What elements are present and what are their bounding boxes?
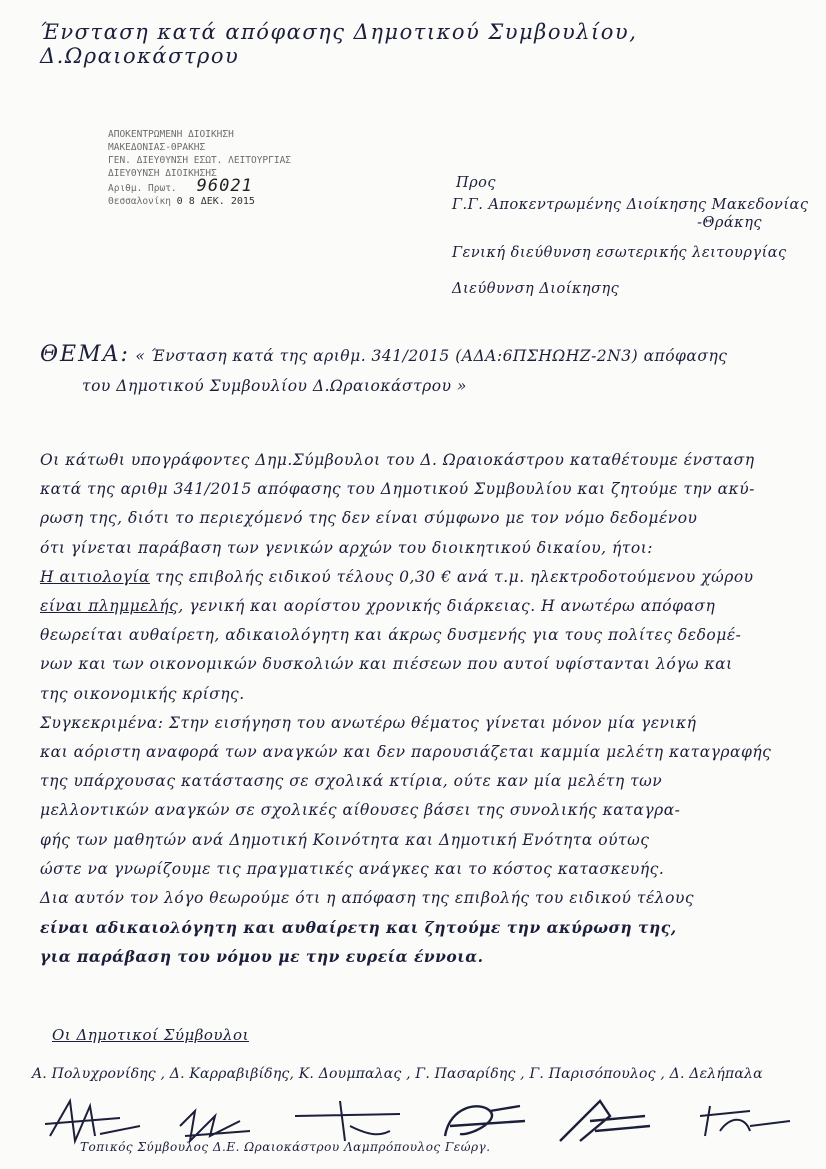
letter-body bbox=[40, 446, 812, 972]
stamp-date-row bbox=[108, 195, 308, 208]
subject-block bbox=[40, 340, 800, 401]
body-fragment: της επιβολής ειδικού τέλους 0,30 € ανά τ.μ. ηλεκτροδοτούμενου χώρου bbox=[149, 567, 754, 586]
underlined-phrase: Η αιτιολογία bbox=[40, 567, 150, 586]
body-line: νων και των οικονομικών δυσκολιών και πιέσεων που αυτοί υφίστανται λόγω και bbox=[40, 655, 733, 674]
body-line: κατά της αριθμ 341/2015 απόφασης του Δημοτικού Συμβουλίου και ζητούμε την ακύ- bbox=[40, 480, 755, 499]
stamp-protocol-row bbox=[108, 176, 308, 196]
body-line bbox=[40, 563, 812, 592]
body-line: και αόριστη αναφορά των αναγκών και δεν παρουσιάζεται καμμία μελέτη καταγραφής bbox=[40, 743, 772, 762]
signature-5 bbox=[550, 1096, 660, 1146]
subject-label: ΘΕΜΑ: bbox=[40, 342, 130, 367]
recipient-line: Γενική διεύθυνση εσωτερικής λειτουργίας bbox=[452, 245, 787, 261]
body-line: ώστε να γνωρίζουμε τις πραγματικές ανάγκες και το κόστος κατασκευής. bbox=[40, 859, 665, 878]
recipient-line: -Θράκης bbox=[697, 215, 762, 231]
body-line: της οικονομικής κρίσης. bbox=[40, 684, 245, 703]
registry-stamp bbox=[108, 128, 308, 240]
recipient-line: Γ.Γ. Αποκεντρωμένης Διοίκησης Μακεδονίας bbox=[452, 197, 809, 213]
body-fragment: , γενική και αορίστου χρονικής διάρκειας. Η ανωτέρω απόφαση bbox=[178, 597, 716, 616]
body-line: Οι κάτωθι υπογράφοντες Δημ.Σύμβουλοι του Δ. Ωραιοκάστρου καταθέτουμε ένσταση bbox=[40, 451, 755, 469]
signatory-names: Α. Πολυχρονίδης , Δ. Καρραβιβίδης, Κ. Δουμπαλας , Γ. Πασαρίδης , Γ. Παρισόπουλος , Δ. Δελήπαλα bbox=[32, 1066, 763, 1082]
body-line: ότι γίνεται παράβαση των γενικών αρχών του διοικητικού δικαίου, ήτοι: bbox=[40, 538, 653, 557]
signature-2 bbox=[170, 1096, 260, 1146]
stamp-line: ΓΕΝ. ΔΙΕΥΘΥΝΣΗ ΕΣΩΤ. ΛΕΙΤΟΥΡΓΙΑΣ bbox=[108, 155, 292, 166]
body-line bbox=[40, 592, 812, 621]
body-line: της υπάρχουσας κατάστασης σε σχολικά κτίρια, ούτε καν μία μελέτη των bbox=[40, 772, 663, 791]
footer-note: Τοπικός Σύμβουλος Δ.Ε. Ωραιοκάστρου Λαμπρόπουλος Γεώργ. bbox=[80, 1140, 491, 1154]
signature-3 bbox=[290, 1096, 410, 1146]
recipient-to: Προς bbox=[456, 175, 497, 191]
body-line: μελλοντικών αναγκών σε σχολικές αίθουσες βάσει της συνολικής καταγρα- bbox=[40, 801, 681, 820]
recipient-block bbox=[452, 172, 812, 300]
stamp-line: ΔΙΕΥΘΥΝΣΗ ΔΙΟΙΚΗΣΗΣ bbox=[108, 168, 217, 179]
body-line: θεωρείται αυθαίρετη, αδικαιολόγητη και άκρως δυσμενής για τους πολίτες δεδομέ- bbox=[40, 626, 742, 645]
stamp-protocol-label: Αριθμ. Πρωτ. bbox=[108, 183, 177, 194]
body-line: για παράβαση του νόμου με την ευρεία έννοια. bbox=[40, 947, 484, 967]
stamp-date: 0 8 ΔΕΚ. 2015 bbox=[176, 196, 255, 207]
protocol-number: 96021 bbox=[196, 176, 253, 196]
document-title: Ένσταση κατά απόφασης Δημοτικού Συμβουλίου, Δ.Ωραιοκάστρου bbox=[40, 20, 638, 68]
signature-4 bbox=[430, 1096, 540, 1146]
body-line: είναι αδικαιολόγητη και αυθαίρετη και ζητούμε την ακύρωση της, bbox=[40, 918, 677, 938]
signature-1 bbox=[40, 1096, 150, 1146]
subject-text-cont: του Δημοτικού Συμβουλίου Δ.Ωραιοκάστρου » bbox=[82, 377, 467, 395]
recipient-line: Διεύθυνση Διοίκησης bbox=[452, 281, 620, 297]
signatories-title: Οι Δημοτικοί Σύμβουλοι bbox=[52, 1026, 249, 1044]
subject-text: « Ένσταση κατά της αριθμ. 341/2015 (ΑΔΑ:6ΠΣΗΩΗΖ-2Ν3) απόφασης bbox=[135, 347, 728, 365]
body-line: φής των μαθητών ανά Δημοτική Κοινότητα και Δημοτική Ενότητα ούτως bbox=[40, 830, 650, 849]
body-line: Δια αυτόν τον λόγο θεωρούμε ότι η απόφαση της επιβολής του ειδικού τέλους bbox=[40, 889, 695, 908]
underlined-phrase: είναι πλημμελής bbox=[40, 597, 179, 616]
stamp-line: ΜΑΚΕΔΟΝΙΑΣ-ΘΡΑΚΗΣ bbox=[108, 142, 206, 153]
signature-6 bbox=[690, 1096, 800, 1146]
body-line: ρωση της, διότι το περιεχόμενό της δεν είναι σύμφωνο με τον νόμο δεδομένου bbox=[40, 509, 698, 528]
stamp-date-label: Θεσσαλονίκη bbox=[108, 196, 171, 207]
stamp-line: ΑΠΟΚΕΝΤΡΩΜΕΝΗ ΔΙΟΙΚΗΣΗ bbox=[108, 129, 234, 140]
body-line: Συγκεκριμένα: Στην εισήγηση του ανωτέρω θέματος γίνεται μόνον μία γενική bbox=[40, 713, 697, 732]
